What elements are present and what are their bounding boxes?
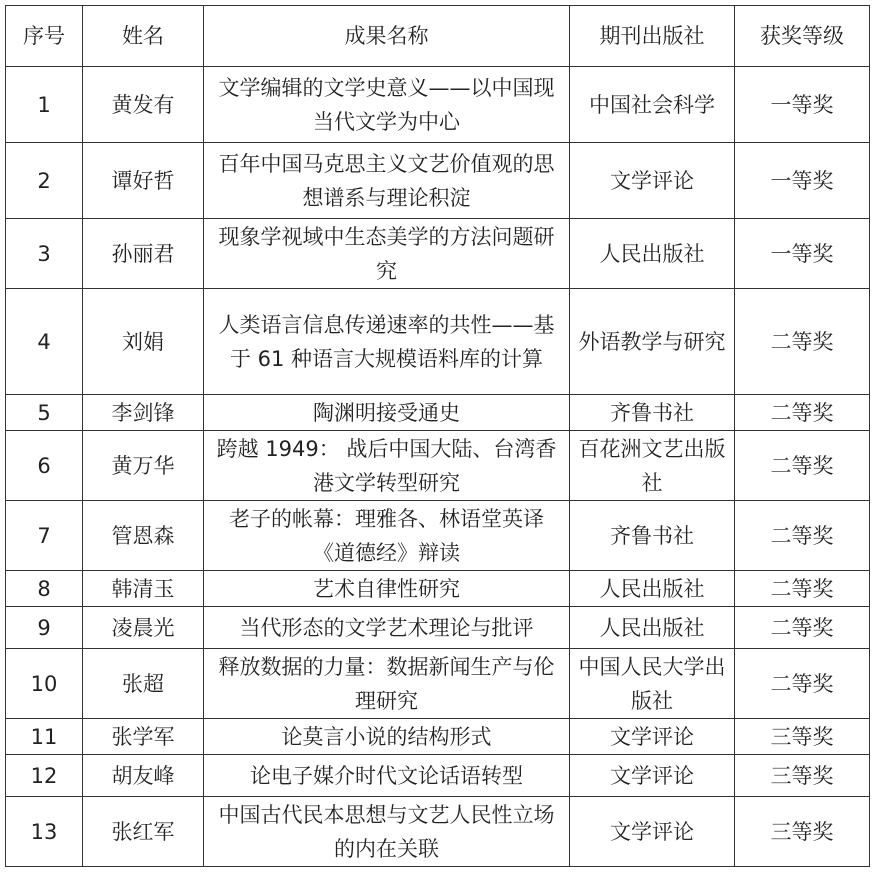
row-publisher: 百花洲文艺出版社 bbox=[570, 431, 735, 501]
row-award: 二等奖 bbox=[735, 395, 870, 431]
table-row bbox=[6, 395, 870, 431]
award-table bbox=[5, 5, 870, 867]
table-row bbox=[6, 719, 870, 755]
table-row bbox=[6, 219, 870, 289]
row-name: 黄发有 bbox=[83, 67, 204, 143]
row-name: 胡友峰 bbox=[83, 755, 204, 797]
row-publisher: 人民出版社 bbox=[570, 571, 735, 607]
row-name: 孙丽君 bbox=[83, 219, 204, 289]
header-title: 成果名称 bbox=[204, 6, 570, 67]
row-name: 刘娟 bbox=[83, 289, 204, 395]
row-publisher: 齐鲁书社 bbox=[570, 395, 735, 431]
header-publisher: 期刊出版社 bbox=[570, 6, 735, 67]
row-name: 张超 bbox=[83, 649, 204, 719]
row-award: 一等奖 bbox=[735, 219, 870, 289]
row-number: 5 bbox=[6, 395, 83, 431]
row-publisher: 人民出版社 bbox=[570, 219, 735, 289]
row-award: 三等奖 bbox=[735, 755, 870, 797]
row-title: 艺术自律性研究 bbox=[204, 571, 570, 607]
row-number: 6 bbox=[6, 431, 83, 501]
row-number: 10 bbox=[6, 649, 83, 719]
table-row bbox=[6, 431, 870, 501]
row-publisher: 外语教学与研究 bbox=[570, 289, 735, 395]
row-publisher: 文学评论 bbox=[570, 143, 735, 219]
row-number: 8 bbox=[6, 571, 83, 607]
table-row bbox=[6, 289, 870, 395]
row-publisher: 中国社会科学 bbox=[570, 67, 735, 143]
row-title: 释放数据的力量：数据新闻生产与伦理研究 bbox=[204, 649, 570, 719]
row-name: 管恩森 bbox=[83, 501, 204, 571]
row-publisher: 人民出版社 bbox=[570, 607, 735, 649]
table-row bbox=[6, 143, 870, 219]
row-number: 7 bbox=[6, 501, 83, 571]
row-title: 跨越 1949： 战后中国大陆、台湾香港文学转型研究 bbox=[204, 431, 570, 501]
row-award: 二等奖 bbox=[735, 501, 870, 571]
row-award: 三等奖 bbox=[735, 797, 870, 867]
row-award: 一等奖 bbox=[735, 67, 870, 143]
row-name: 张学军 bbox=[83, 719, 204, 755]
row-award: 二等奖 bbox=[735, 431, 870, 501]
row-number: 9 bbox=[6, 607, 83, 649]
row-number: 12 bbox=[6, 755, 83, 797]
row-title: 论电子媒介时代文论话语转型 bbox=[204, 755, 570, 797]
row-publisher: 文学评论 bbox=[570, 719, 735, 755]
table-row bbox=[6, 571, 870, 607]
row-name: 李剑锋 bbox=[83, 395, 204, 431]
header-award: 获奖等级 bbox=[735, 6, 870, 67]
row-number: 2 bbox=[6, 143, 83, 219]
table-row bbox=[6, 67, 870, 143]
row-title: 文学编辑的文学史意义——以中国现当代文学为中心 bbox=[204, 67, 570, 143]
row-number: 13 bbox=[6, 797, 83, 867]
row-publisher: 文学评论 bbox=[570, 797, 735, 867]
row-title: 百年中国马克思主义文艺价值观的思想谱系与理论积淀 bbox=[204, 143, 570, 219]
row-title: 现象学视域中生态美学的方法问题研究 bbox=[204, 219, 570, 289]
row-number: 4 bbox=[6, 289, 83, 395]
row-award: 二等奖 bbox=[735, 571, 870, 607]
table-row bbox=[6, 649, 870, 719]
row-award: 一等奖 bbox=[735, 143, 870, 219]
row-name: 张红军 bbox=[83, 797, 204, 867]
award-table-container bbox=[5, 5, 870, 867]
row-title: 人类语言信息传递速率的共性——基于 61 种语言大规模语料库的计算 bbox=[204, 289, 570, 395]
header-no: 序号 bbox=[6, 6, 83, 67]
row-publisher: 齐鲁书社 bbox=[570, 501, 735, 571]
table-row bbox=[6, 501, 870, 571]
row-number: 11 bbox=[6, 719, 83, 755]
row-award: 二等奖 bbox=[735, 649, 870, 719]
table-row bbox=[6, 797, 870, 867]
row-number: 3 bbox=[6, 219, 83, 289]
row-title: 陶渊明接受通史 bbox=[204, 395, 570, 431]
row-title: 论莫言小说的结构形式 bbox=[204, 719, 570, 755]
row-name: 谭好哲 bbox=[83, 143, 204, 219]
row-name: 黄万华 bbox=[83, 431, 204, 501]
header-row bbox=[6, 6, 870, 67]
row-title: 老子的帐幕：理雅各、林语堂英译《道德经》辩读 bbox=[204, 501, 570, 571]
row-award: 二等奖 bbox=[735, 289, 870, 395]
row-name: 韩清玉 bbox=[83, 571, 204, 607]
table-row bbox=[6, 755, 870, 797]
row-publisher: 中国人民大学出版社 bbox=[570, 649, 735, 719]
row-title: 中国古代民本思想与文艺人民性立场的内在关联 bbox=[204, 797, 570, 867]
row-title: 当代形态的文学艺术理论与批评 bbox=[204, 607, 570, 649]
table-row bbox=[6, 607, 870, 649]
row-award: 二等奖 bbox=[735, 607, 870, 649]
row-award: 三等奖 bbox=[735, 719, 870, 755]
row-number: 1 bbox=[6, 67, 83, 143]
header-name: 姓名 bbox=[83, 6, 204, 67]
row-name: 凌晨光 bbox=[83, 607, 204, 649]
table-body bbox=[6, 67, 870, 867]
row-publisher: 文学评论 bbox=[570, 755, 735, 797]
